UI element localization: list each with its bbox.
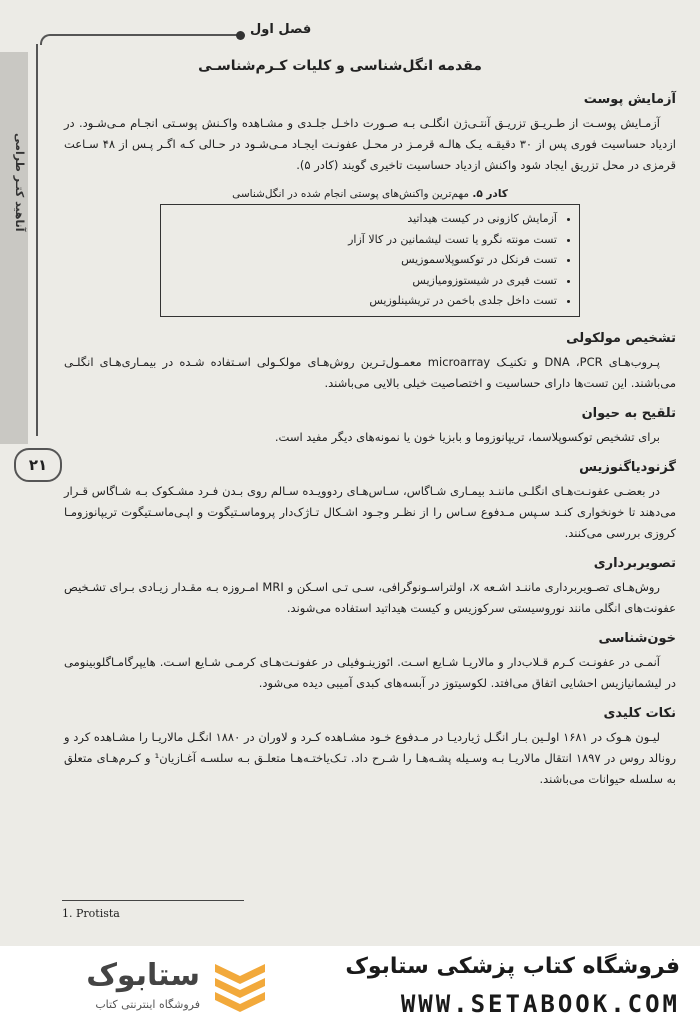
footnote: 1. Protista xyxy=(62,907,120,920)
chapter-label: فصل اول xyxy=(250,22,312,37)
top-rule-dot xyxy=(236,31,245,40)
skin-tests-box xyxy=(160,204,580,317)
book-stack-icon xyxy=(210,956,270,1012)
section-paragraph: آنمـی در عفونـت کـرم قـلاب‌دار و مالاریـا شـایع اسـت. ائوزینـوفیلی در عفونـت‌هـای کرمـی شـایع اسـت. هایپرگامـاگلوبینومی در لیشمانیازیس احشایی اتفاق می‌افتد. لکوسیتوز در آبسه‌های کبدی آمیبی دیده می‌شود. xyxy=(64,654,676,690)
section-heading: تلقیح به حیوان xyxy=(581,405,676,421)
list-item: • تست مونته نگرو یا تست لیشمانین در کالا آزار xyxy=(169,230,557,251)
section-heading: خون‌شناسی xyxy=(598,630,676,646)
box-caption-label: کادر ۵. xyxy=(472,188,508,200)
section-paragraph: لیـون هـوک در ۱۶۸۱ اولـین بـار انگـل ژیاردیـا در مـدفوع خـود مشـاهده کـرد و لاوران در ۱۸۸۰ انگـل مالاریـا را مشـاهده کرد و رونالد روس در ۱۸۹۷ انتقال مالاریـا بـه وسـیله پشـه‌هـا را شـرح داد. تـک‌یاختـه‌هـا متعلـق بـه سلسـه آغـازیان¹ و کـرم‌هـای متعلق به سلسله حیوانات می‌باشند. xyxy=(64,729,676,786)
side-tab-label: آناهید کتـر طرامی xyxy=(13,133,26,232)
section-heading: گزنودیاگنوزیس xyxy=(579,459,676,475)
skin-tests-list xyxy=(169,209,571,312)
section-heading: تشخیص مولکولی xyxy=(566,330,676,346)
chapter-title: مقدمه انگل‌شناسی و کلیات کـرم‌شناسـی xyxy=(198,58,482,74)
store-name: فروشگاه کتاب پزشکی ستابوک xyxy=(345,954,680,979)
store-logo-text: ستابوک xyxy=(86,958,200,993)
page-number: ۲۱ xyxy=(14,448,62,482)
section-heading: تصویربرداری xyxy=(593,555,676,571)
section-paragraph: برای تشخیص توکسوپلاسما، تریپانوزوما و بابزیا خون یا نمونه‌های دیگر مفید است. xyxy=(274,429,660,444)
side-rule xyxy=(36,44,38,436)
page-content xyxy=(64,92,676,802)
top-decorative-rule xyxy=(40,34,242,45)
footnote-rule xyxy=(62,900,244,901)
section-paragraph: روش‌هـای تصـویربرداری ماننـد اشـعه x، اولتراسـونوگرافی، سـی تـی اسـکن و MRI امـروزه بـه مقـدار زیـادی بـرای تشـخیص عفونت‌های انگلی مانند نوروسیستی سرکوزیس و کیست هیداتید استفاده می‌شوند. xyxy=(64,579,676,615)
store-logo-subtitle: فروشگاه اینترنتی کتاب xyxy=(95,998,200,1011)
list-item: • آزمایش کازونی در کیست هیداتید xyxy=(169,209,557,230)
section-paragraph: پـروب‌هـای DNA ،PCR و تکنیـک microarray معمـول‌تـرین روش‌هـای مولکـولی اسـتفاده شـده در بیمـاری‌هـای انگلـی می‌باشند. این تست‌ها دارای حساسیت و اختصاصیت خیلی بالایی می‌باشند. xyxy=(64,354,676,390)
section-heading: نکات کلیدی xyxy=(603,705,676,721)
side-tab xyxy=(0,52,28,444)
list-item: • تست داخل جلدی باخمن در تریشینلوزیس xyxy=(169,291,557,312)
store-url[interactable]: WWW.SETABOOK.COM xyxy=(400,990,680,1018)
store-banner xyxy=(0,946,700,1024)
box-caption xyxy=(64,188,676,200)
section-heading: آزمایش پوست xyxy=(583,92,676,107)
section-paragraph: در بعضـی عفونـت‌هـای انگلـی ماننـد بیمـاری شـاگاس، سـاس‌هـای ردوویـده سـالم روی بـدن فـرد مشـکوک بـه شـاگاس قـرار می‌دهند تا خونخواری کنـد سـپس مـدفوع سـاس را از نظـر وجـود اشـکال تـاژک‌دار پروماسـتیگوت و اپـی‌ماسـتیگوت تریپانوزومـا کروزی بررسی می‌کنند. xyxy=(64,483,676,540)
section-paragraph: آزمـایش پوسـت از طـریـق تزریـق آنتـی‌ژن انگلـی بـه صـورت داخـل جلـدی و مشـاهده واکـنش پوسـتی انجـام مـی‌شـود. در ازدیاد حساسیت فوری پس از ۳۰ دقیقـه یـک هالـه قرمـز در محـل عفونـت ایجـاد مـی‌شـود در حـالی کـه اگـر پـس از ۴۸ سـاعت قرمزی در محل تزریق ایجاد شود واکنش ازدیاد حساسیت تاخیری گویند (کادر ۵). xyxy=(64,116,676,172)
list-item: • تست فرنکل در توکسوپلاسموزیس xyxy=(169,250,557,271)
box-caption-text: مهم‌ترین واکنش‌های پوستی انجام شده در انگل‌شناسی xyxy=(232,188,469,200)
list-item: • تست فیری در شیستوزومیازیس xyxy=(169,271,557,292)
